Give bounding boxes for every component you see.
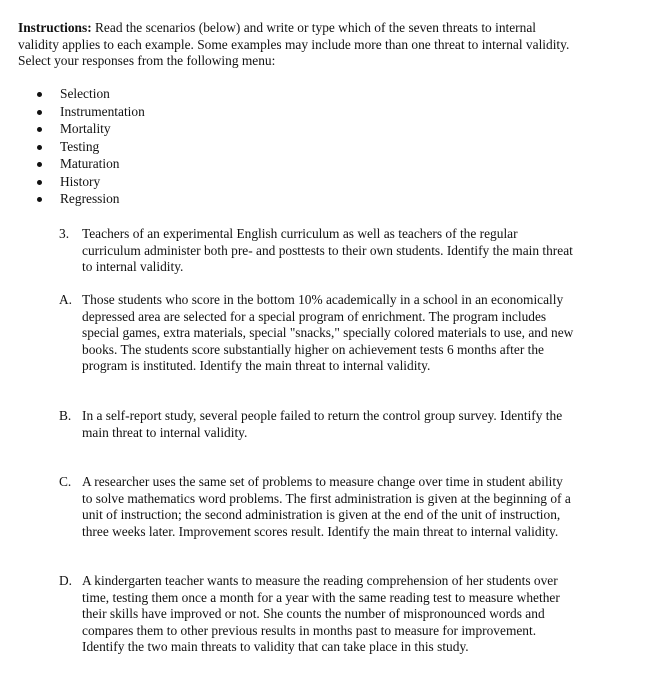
bullet-icon xyxy=(37,180,42,185)
scenario-marker: 3. xyxy=(59,226,70,241)
bullet-icon xyxy=(37,110,42,115)
menu-item-testing xyxy=(0,139,145,157)
bullet-icon xyxy=(37,162,42,167)
scenario-text: Those students who score in the bottom 10% academically in a school in an economically depressed area are selected for a special program of enrichment. The program includes special games, extra materials, special "snacks," specially colored materials to use, and new books. The students score substantially higher on achievement tests 6 months after the program is instituted. Identify the main threat to internal validity. xyxy=(82,292,574,374)
scenario-d xyxy=(59,573,575,656)
menu-item-label: Regression xyxy=(60,191,120,206)
instructions-text: Read the scenarios (below) and write or type which of the seven threats to internal validity applies to each example. Some examples may include more than one threat to internal validity. Select your responses from the following menu: xyxy=(18,20,570,69)
instructions-label: Instructions: xyxy=(18,20,92,35)
scenario-text: A researcher uses the same set of problems to measure change over time in student ability to solve mathematics word problems. The first administration is given at the beginning of a unit of instruction; the second administration is given at the end of the unit of instruction, three weeks later. Improvement scores result. Identify the main threat to internal validity. xyxy=(82,474,571,539)
menu-item-label: Maturation xyxy=(60,156,120,171)
scenario-b xyxy=(59,408,575,441)
scenario-a xyxy=(59,292,575,375)
menu-item-instrumentation xyxy=(0,104,145,122)
bullet-icon xyxy=(37,145,42,150)
menu-item-regression xyxy=(0,191,145,209)
menu-item-label: Mortality xyxy=(60,121,111,136)
menu-item-label: Testing xyxy=(60,138,100,154)
scenario-c xyxy=(59,474,575,540)
scenario-marker: C. xyxy=(59,474,72,489)
menu-item-selection xyxy=(0,86,145,104)
scenario-marker: D. xyxy=(59,573,73,588)
menu-item-maturation xyxy=(0,156,145,174)
menu-item-history xyxy=(0,174,145,192)
bullet-icon xyxy=(37,197,42,202)
menu-item-label: History xyxy=(60,173,101,189)
bullet-icon xyxy=(37,92,42,97)
scenario-3 xyxy=(59,226,575,276)
scenario-text: In a self-report study, several people failed to return the control group survey. Identify the main threat to internal validity. xyxy=(82,408,563,440)
threat-menu-list xyxy=(0,86,145,209)
menu-item-label: Instrumentation xyxy=(60,103,145,119)
scenario-text: Teachers of an experimental English curriculum as well as teachers of the regular curriculum administer both pre- and posttests to their own students. Identify the main threat to internal validity. xyxy=(82,226,573,275)
scenario-text: A kindergarten teacher wants to measure the reading comprehension of her students over time, testing them once a month for a year with the same reading test to measure whether their skills have improved or not. She counts the number of mispronounced words and compares them to other previous results in months past to measure for improvement. Identify the two main threats to validity that can take place in this study. xyxy=(82,573,560,655)
menu-item-mortality xyxy=(0,121,145,139)
scenario-marker: A. xyxy=(59,292,73,307)
scenario-marker: B. xyxy=(59,408,72,423)
instructions-paragraph xyxy=(18,20,578,70)
menu-item-label: Selection xyxy=(60,86,110,101)
bullet-icon xyxy=(37,127,42,132)
